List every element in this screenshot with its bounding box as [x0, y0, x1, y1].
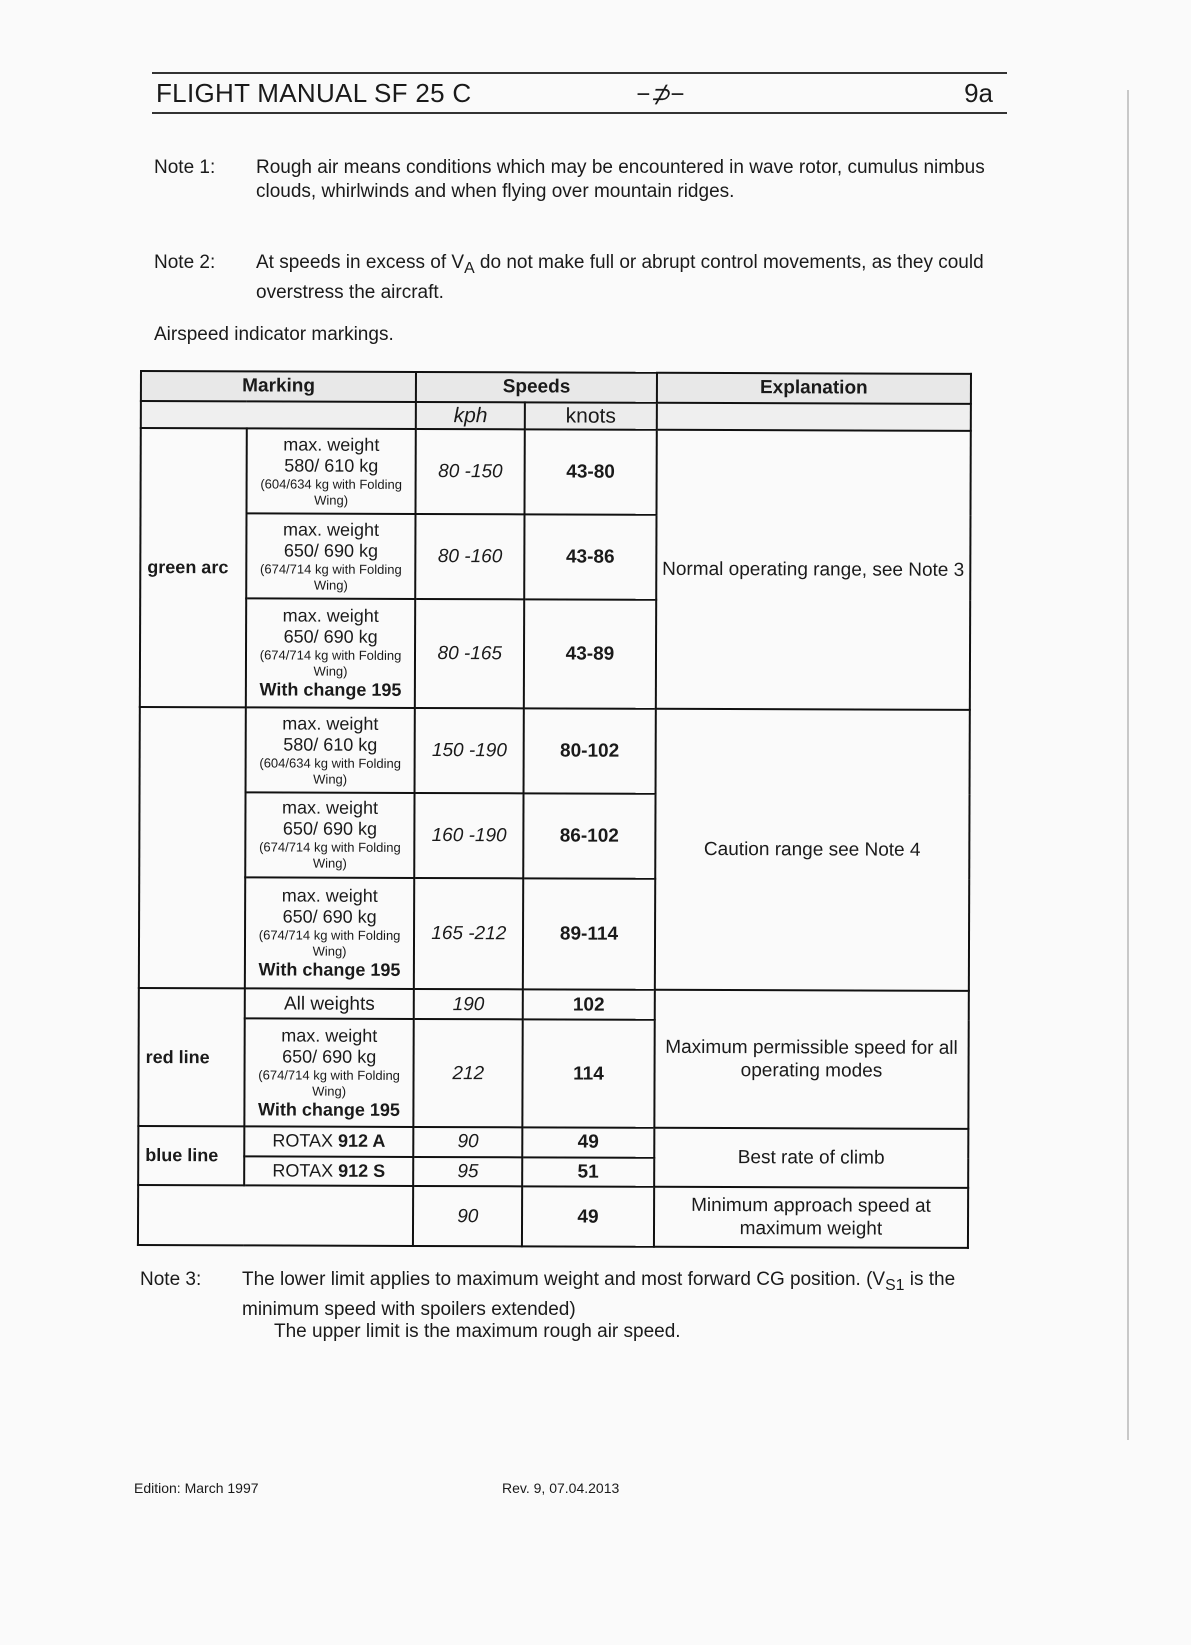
weight-line-3: (674/714 kg with Folding Wing) — [259, 647, 402, 679]
engine-cell — [244, 1156, 414, 1186]
page-edge-line — [1127, 90, 1129, 1440]
footer-edition: Edition: March 1997 — [134, 1480, 259, 1496]
knots-cell: 43-80 — [525, 430, 657, 515]
note-3-text-2: The upper limit is the maximum rough air speed. — [274, 1321, 681, 1342]
marking-blue-line: blue line — [138, 1126, 244, 1186]
knots-cell: 80-102 — [524, 709, 656, 794]
marking-red-line: red line — [138, 988, 244, 1126]
weight-cell: All weights — [245, 989, 415, 1019]
kph-cell: 212 — [414, 1019, 523, 1128]
header-kph: kph — [416, 402, 525, 430]
engine-model: 912 S — [338, 1160, 386, 1182]
note-1-label: Note 1: — [154, 157, 216, 178]
weight-cell — [246, 513, 416, 598]
weight-line-2: 650/ 690 kg — [283, 540, 379, 561]
engine-model: 912 A — [338, 1131, 386, 1152]
weight-cell — [246, 598, 416, 708]
weight-line-1: max. weight — [281, 885, 378, 906]
kph-cell: 90 — [414, 1127, 523, 1157]
knots-cell: 49 — [522, 1127, 654, 1157]
airspeed-markings-table — [137, 370, 972, 1249]
knots-cell: 89-114 — [523, 878, 655, 990]
header-marking-sub — [141, 401, 416, 430]
table-row — [138, 1185, 968, 1247]
kph-cell: 150 -190 — [415, 708, 524, 793]
manual-title: FLIGHT MANUAL SF 25 C — [156, 78, 472, 108]
page-header — [152, 72, 1007, 114]
note-2-text-post: do not make full or abrupt control movements, as they could overstress the aircraft. — [256, 252, 984, 303]
weight-line-1: max. weight — [281, 797, 379, 819]
header-marking: Marking — [141, 371, 416, 402]
engine-cell — [244, 1126, 414, 1156]
weight-cell — [244, 1018, 414, 1127]
table-row — [141, 428, 971, 516]
weight-line-1: max. weight — [282, 605, 379, 626]
weight-line-3: (674/714 kg with Folding Wing) — [260, 560, 402, 593]
weight-cell — [245, 708, 415, 793]
engine-name: ROTAX — [272, 1160, 339, 1181]
weight-line-2: 580/ 610 kg — [283, 734, 378, 755]
kph-cell: 80 -165 — [415, 599, 524, 709]
weight-line-2: 650/ 690 kg — [282, 906, 377, 927]
explanation-caution: Caution range see Note 4 — [655, 709, 970, 991]
weight-line-2: 580/ 610 kg — [284, 455, 379, 476]
weight-cell — [246, 429, 416, 514]
kph-cell: 190 — [414, 989, 523, 1019]
page-number: 9a — [964, 78, 993, 108]
note-2-label: Note 2: — [154, 252, 216, 273]
marking-green-arc: green arc — [140, 428, 247, 707]
weight-line-2: 650/ 690 kg — [282, 818, 378, 840]
knots-cell: 43-86 — [524, 514, 656, 599]
note-2-text — [256, 251, 1008, 305]
note-2-subscript: A — [464, 259, 475, 277]
knots-cell: 51 — [522, 1157, 654, 1187]
weight-cell — [245, 877, 415, 989]
kph-cell: 95 — [414, 1157, 523, 1187]
kph-cell: 80 -150 — [416, 429, 525, 514]
weight-line-3: (604/634 kg with Folding Wing) — [260, 476, 403, 508]
knots-cell: 43-89 — [524, 599, 656, 709]
weight-line-2: 650/ 690 kg — [283, 626, 378, 647]
weight-line-4: With change 195 — [258, 959, 401, 980]
weight-line-4: With change 195 — [259, 679, 402, 700]
note-3-text-post: is the minimum speed with spoilers extended) — [242, 1269, 956, 1320]
manufacturer-logo-icon: −⊅− — [636, 81, 685, 108]
knots-cell: 49 — [522, 1187, 654, 1247]
marking-approach-faded — [138, 1185, 414, 1245]
note-3-text-pre: The lower limit applies to maximum weight and most forward CG position. (V — [242, 1269, 886, 1290]
explanation-approach: Minimum approach speed at maximum weight — [654, 1187, 968, 1248]
engine-name: ROTAX — [272, 1130, 339, 1152]
weight-cell — [245, 792, 415, 877]
kph-cell: 160 -190 — [415, 793, 524, 878]
explanation-best-climb: Best rate of climb — [654, 1128, 968, 1188]
note-3-subscript: S1 — [885, 1276, 905, 1294]
kph-cell: 80 -160 — [416, 514, 525, 599]
weight-line-1: max. weight — [281, 1025, 378, 1046]
table-intro: Airspeed indicator markings. — [154, 324, 394, 345]
note-3-label: Note 3: — [140, 1269, 202, 1290]
weight-line-1: max. weight — [282, 713, 379, 734]
weight-line-1: max. weight — [283, 434, 380, 455]
marking-caution-faded — [139, 707, 246, 988]
note-1-text: Rough air means conditions which may be encountered in wave rotor, cumulus nimbus clouds, whirlwinds and when flying over mountain ridges. — [256, 157, 985, 202]
kph-cell: 90 — [413, 1186, 522, 1246]
knots-cell: 86-102 — [523, 793, 655, 878]
table-row — [140, 707, 970, 795]
knots-cell: 114 — [522, 1019, 654, 1128]
kph-cell: 165 -212 — [414, 878, 523, 990]
explanation-max-speed: Maximum permissible speed for all operating modes — [654, 990, 969, 1129]
weight-line-4: With change 195 — [258, 1098, 400, 1120]
note-2-text-pre: At speeds in excess of V — [256, 252, 465, 273]
footer-revision: Rev. 9, 07.04.2013 — [502, 1480, 620, 1496]
explanation-normal: Normal operating range, see Note 3 — [656, 430, 971, 710]
weight-line-3: (674/714 kg with Folding Wing) — [258, 1066, 400, 1099]
header-explanation: Explanation — [657, 373, 971, 404]
header-explanation-sub — [657, 402, 971, 431]
weight-line-3: (674/714 kg with Folding Wing) — [259, 839, 401, 872]
note-3-text — [242, 1268, 1002, 1322]
weight-line-1: max. weight — [282, 519, 380, 540]
table-row — [139, 988, 969, 1021]
header-speeds: Speeds — [416, 372, 657, 403]
weight-line-3: (674/714 kg with Folding Wing) — [258, 927, 401, 959]
weight-line-2: 650/ 690 kg — [282, 1046, 377, 1067]
knots-cell: 102 — [523, 990, 655, 1020]
header-knots: knots — [525, 402, 657, 430]
weight-line-3: (604/634 kg with Folding Wing) — [259, 755, 402, 787]
table-row — [138, 1126, 968, 1159]
